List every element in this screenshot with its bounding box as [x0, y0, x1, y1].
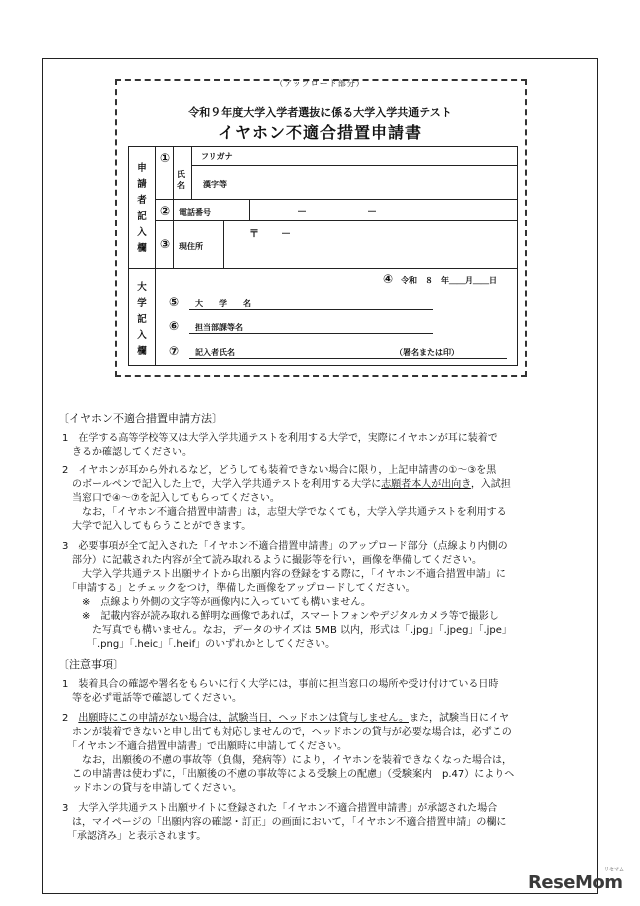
notes-line: 「イヤホン不適合措置申請書」で出願時に申請してください。	[62, 741, 347, 752]
item-number-7: ⑦	[169, 344, 180, 358]
method-line: きるか確認してください。	[62, 447, 192, 458]
notes-line: 1 装着具合の確認や署名をもらいに行く大学には，事前に担当窓口の場所や受け付けている日時	[62, 679, 499, 690]
method-line: 1 在学する高等学校等又は大学入学共通テストを利用する大学で，実際にイヤホンが耳に装着で	[62, 433, 498, 444]
notes-heading: 〔注意事項〕	[58, 658, 124, 671]
item-number-3: ③	[160, 237, 171, 251]
notes-line: 等を必ず電話等で確認してください。	[62, 693, 242, 704]
phone-label: 電話番号	[179, 208, 211, 217]
item-number-2: ②	[160, 204, 171, 218]
underlined-warning: 出願時にこの申請がない場合は，試験当日，ヘッドホンは貸与しません。	[78, 713, 409, 724]
method-line: 「.png」「.heic」「.heif」のいずれかとしてください。	[62, 639, 336, 650]
notes-line: は，マイページの「出願内容の確認・訂正」の画面において，「イヤホン不適合措置申請」の欄に	[62, 817, 507, 828]
method-line: 3 必要事項が全て記入された「イヤホン不適合措置申請書」のアップロード部分（点線より内側の	[62, 541, 508, 552]
method-line: 当窓口で④～⑦を記入してもらってください。	[62, 493, 280, 504]
method-line: 大学入学共通テスト出願サイトから出願内容の登録をする際に，「イヤホン不適合措置申請」に	[62, 569, 506, 580]
phone-dash-2: －	[367, 207, 377, 218]
method-line: 「申請する」とチェックをつけ，準備した画像をアップロードしてください。	[62, 583, 416, 594]
item-number-5: ⑤	[169, 295, 180, 309]
department-label: 担当部課等名	[195, 323, 243, 332]
notes-line: ホンが装着できないと申し出ても対応しませんので，ヘッドホンの貸与が必要な場合は，必ずこの	[62, 727, 512, 738]
kanji-label: 漢字等	[203, 180, 227, 189]
item-number-6: ⑥	[169, 319, 180, 333]
method-line: のボールペンで記入した上で，大学入学共通テストを利用する大学に志願者本人が出向き，入試担	[62, 479, 511, 490]
resemom-logo: ReseMom	[528, 872, 623, 893]
method-line: 大学で記入してもらうことができます。	[62, 521, 252, 532]
underlined-phrase: 志願者本人が出向き	[381, 479, 471, 490]
postal-mark: 〒	[249, 229, 259, 240]
name-label: 氏名	[177, 170, 185, 190]
notes-line: 2 出願時にこの申請がない場合は，試験当日，ヘッドホンは貸与しません。また，試験当日にイヤ	[62, 713, 509, 724]
method-line: ※ 点線より外側の文字等が画像内に入っていても構いません。	[62, 597, 371, 608]
upload-label: （アップロード部分）	[275, 79, 365, 88]
method-line: た写真でも構いません。なお，データのサイズは 5MB 以内，形式は「.jpg」「.jpeg」「.jpe」	[62, 625, 512, 636]
form-title-line2: イヤホン不適合措置申請書	[217, 123, 422, 142]
method-line: 部分）に記載された内容が全て読み取れるように撮影等を行い，画像を準備してください。	[62, 555, 482, 566]
signature-note: （署名または印）	[395, 348, 459, 357]
date-field: 令和 ８ 年＿＿月＿＿日	[401, 276, 497, 285]
logo-subtext: リセマム	[604, 867, 624, 873]
form-title-line1: 令和９年度大学入学者選抜に係る大学入学共通テスト	[188, 106, 452, 119]
writer-name-label: 記入者氏名	[195, 348, 235, 357]
method-line: なお，「イヤホン不適合措置申請書」は，志望大学でなくても，大学入学共通テストを利用する	[62, 507, 507, 518]
university-name-label: 大 学 名	[195, 299, 251, 308]
method-heading: 〔イヤホン不適合措置申請方法〕	[58, 412, 223, 425]
address-label: 現住所	[179, 242, 203, 251]
notes-line: なお，出願後の不慮の事故等（負傷，発病等）により，イヤホンを装着できなくなった場合は，	[62, 755, 512, 766]
postal-dash: －	[281, 229, 291, 240]
university-section-label: 大学記入欄	[137, 282, 147, 357]
item-number-4: ④	[383, 272, 394, 286]
notes-line: 3 大学入学共通テスト出願サイトに登録された「イヤホン不適合措置申請書」が承認された場合	[62, 803, 498, 814]
application-form-table	[128, 146, 518, 366]
method-line: ※ 記載内容が読み取れる鮮明な画像であれば，スマートフォンやデジタルカメラ等で撮影し	[62, 611, 499, 622]
method-line: 2 イヤホンが耳から外れるなど，どうしても装着できない場合に限り，上記申請書の①～③を黒	[62, 465, 497, 476]
phone-dash-1: －	[297, 207, 307, 218]
furigana-label: フリガナ	[201, 152, 233, 161]
notes-line: この申請書は使わずに，「出願後の不慮の事故等による受験上の配慮」（受験案内 p.47）によりヘ	[62, 769, 515, 780]
applicant-section-label: 申請者記入欄	[137, 163, 147, 254]
item-number-1: ①	[160, 151, 171, 165]
notes-line: 「承認済み」と表示されます。	[62, 831, 207, 842]
notes-line: ッドホンの貸与を申請してください。	[62, 783, 242, 794]
